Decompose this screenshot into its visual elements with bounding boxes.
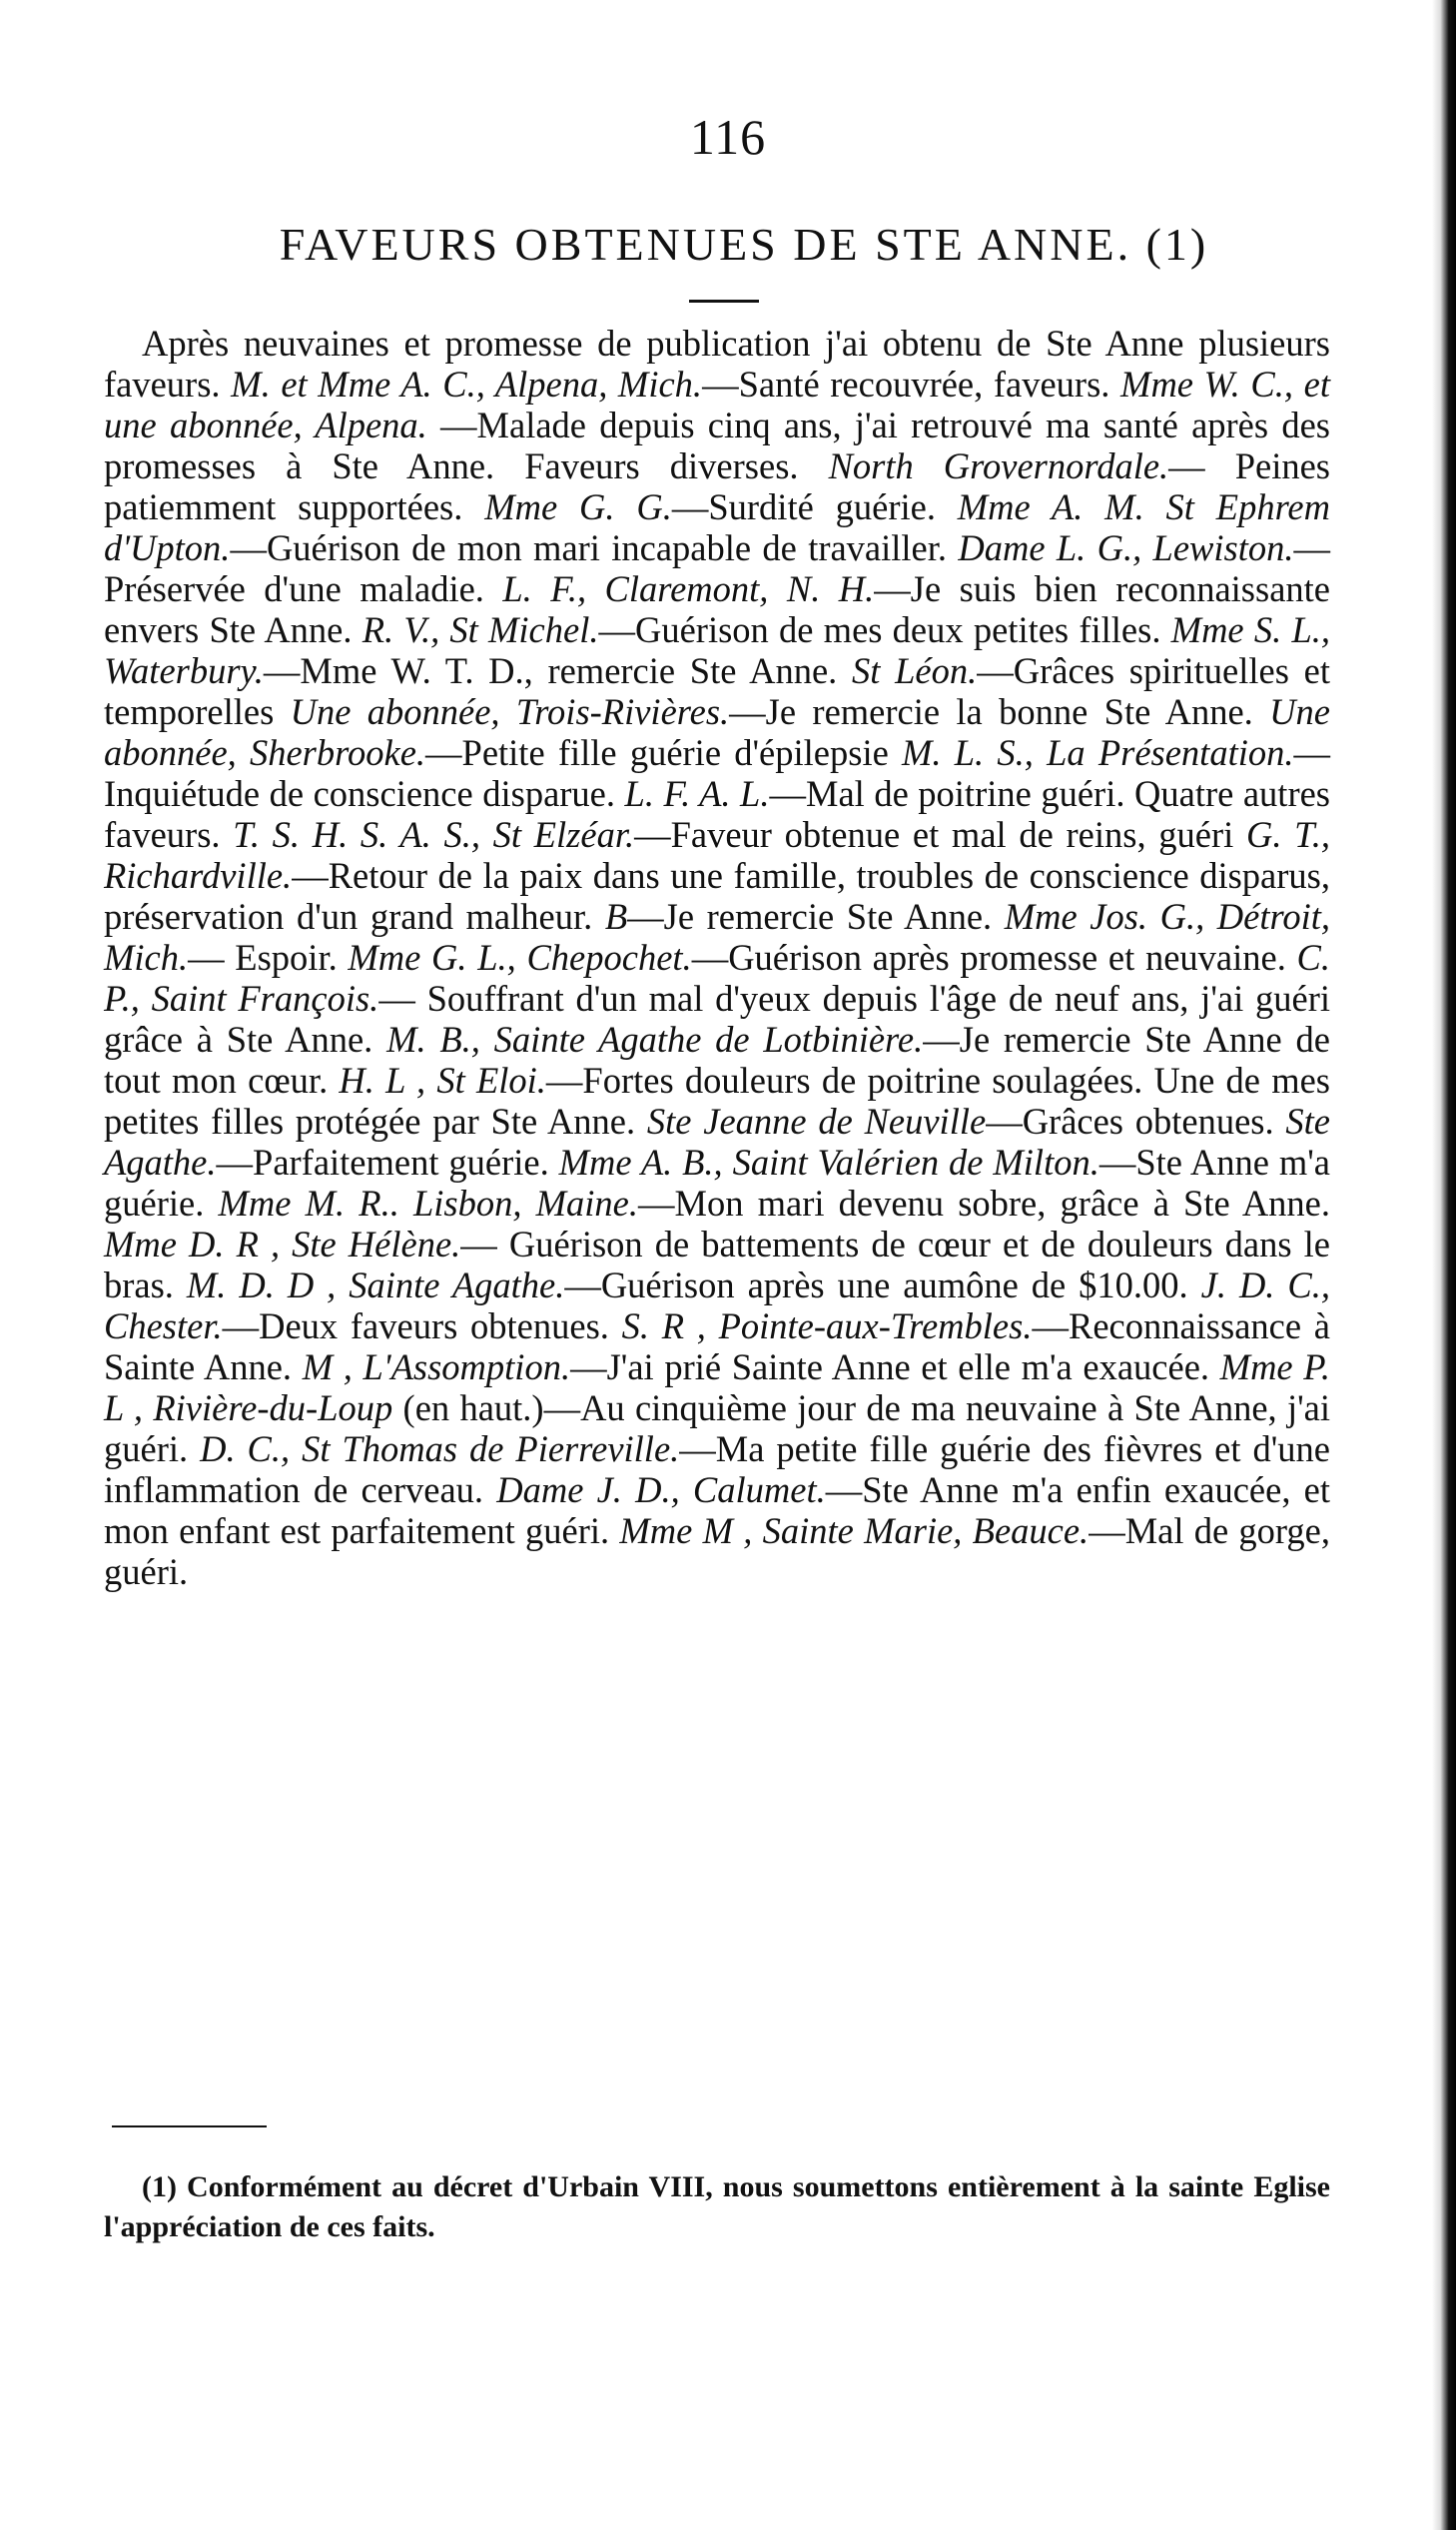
- testimonial-attribution: Mme Jos. G., Détroit, Mich.: [104, 896, 1331, 978]
- testimonial-attribution: L. F., Claremont, N. H.: [502, 568, 875, 609]
- testimonial-text: —Je remercie Ste Anne de tout mon cœur.: [104, 1019, 1330, 1101]
- testimonial-attribution: Dame J. D., Calumet.: [496, 1469, 826, 1510]
- testimonial-text: — Souffrant d'un mal d'yeux depuis l'âge de neuf ans, j'ai guéri grâce à Ste Anne.: [104, 978, 1330, 1060]
- testimonial-attribution: M. D. D , Sainte Agathe.: [186, 1265, 565, 1305]
- testimonial-attribution: J. D. C., Chester.: [104, 1265, 1330, 1346]
- testimonial-text: —Ste Anne m'a guérie.: [104, 1142, 1330, 1224]
- testimonial-attribution: Mme P. L , Rivière-du-Loup: [104, 1346, 1330, 1428]
- testimonial-attribution: Mme M , Sainte Marie, Beauce.: [619, 1510, 1090, 1551]
- testimonial-text: —Ste Anne m'a enfin exaucée, et mon enfant est parfaitement guéri.: [104, 1469, 1330, 1551]
- testimonial-attribution: Mme A. B., Saint Valérien de Milton.: [558, 1142, 1099, 1183]
- testimonial-attribution: Mme W. C., et une abonnée, Alpena.: [104, 364, 1330, 445]
- testimonial-text: —Reconnaissance à Sainte Anne.: [104, 1305, 1330, 1387]
- testimonial-text: — Espoir.: [188, 937, 349, 978]
- testimonial-attribution: C. P., Saint François.: [104, 937, 1330, 1019]
- testimonial-attribution: R. V., St Michel.: [362, 609, 599, 650]
- testimonial-attribution: M. L. S., La Présentation.: [902, 732, 1294, 773]
- testimonial-text: —Inquiétude de conscience disparue.: [104, 732, 1330, 814]
- testimonial-text: —Santé recouvrée, faveurs.: [702, 364, 1121, 405]
- testimonial-text: —Guérison après une aumône de $10.00.: [564, 1265, 1201, 1305]
- testimonial-text: —Mal de poitrine guéri. Quatre autres faveurs.: [104, 773, 1330, 855]
- testimonial-attribution: S. R , Pointe-aux-Trembles.: [621, 1305, 1033, 1346]
- testimonial-attribution: G. T., Richardville.: [104, 814, 1331, 896]
- testimonial-text: —Surdité guérie.: [671, 486, 958, 527]
- testimonial-text: —J'ai prié Sainte Anne et elle m'a exaucée.: [570, 1346, 1220, 1387]
- testimonial-text: —Mal de gorge, guéri.: [104, 1510, 1330, 1592]
- testimonial-attribution: Mme S. L., Waterbury.: [104, 609, 1330, 691]
- page-edge-shadow: [1432, 0, 1456, 2530]
- testimonial-attribution: B: [604, 896, 628, 937]
- testimonial-attribution: Mme G. L., Chepochet.: [348, 937, 692, 978]
- testimonial-text: —Préservée d'une maladie.: [104, 527, 1330, 609]
- testimonial-attribution: T. S. H. S. A. S., St Elzéar.: [233, 814, 635, 855]
- testimonial-attribution: M , L'Assomption.: [302, 1346, 571, 1387]
- testimonial-text: (en haut.)—Au cinquième jour de ma neuvaine à Ste Anne, j'ai guéri.: [104, 1387, 1330, 1469]
- testimonial-text: —Fortes douleurs de poitrine soulagées. Une de mes petites filles protégée par Ste Anne.: [104, 1060, 1331, 1142]
- page-title: FAVEURS OBTENUES DE STE ANNE. (1): [279, 219, 1209, 270]
- testimonial-attribution: H. L , St Eloi.: [339, 1060, 546, 1101]
- testimonial-text: Après neuvaines et promesse de publication j'ai obtenu de Ste Anne plusieurs faveurs.: [104, 323, 1330, 405]
- testimonial-text: —Ma petite fille guérie des fièvres et d'une inflammation de cerveau.: [104, 1428, 1331, 1510]
- testimonial-text: —Je suis bien reconnaissante envers Ste Anne.: [104, 568, 1330, 650]
- testimonial-attribution: Mme G. G.: [484, 486, 672, 527]
- testimonial-attribution: L. F. A. L.: [624, 773, 770, 814]
- title-divider: [689, 300, 759, 303]
- testimonial-text: —Guérison de mon mari incapable de travailler.: [230, 527, 959, 568]
- testimonial-attribution: D. C., St Thomas de Pierreville.: [200, 1428, 680, 1469]
- testimonial-attribution: Une abonnée, Trois-Rivières.: [290, 691, 730, 732]
- testimonial-attribution: M. B., Sainte Agathe de Lotbinière.: [386, 1019, 924, 1060]
- testimonial-text: —Guérison après promesse et neuvaine.: [691, 937, 1297, 978]
- testimonial-attribution: M. et Mme A. C., Alpena, Mich.: [231, 364, 703, 405]
- testimonial-text: —Parfaitement guérie.: [216, 1142, 559, 1183]
- testimonial-text: —Petite fille guérie d'épilepsie: [425, 732, 902, 773]
- testimonial-text: —Malade depuis cinq ans, j'ai retrouvé ma santé après des promesses à Ste Anne. Faveurs diverses.: [104, 405, 1330, 486]
- testimonial-attribution: Dame L. G., Lewiston.: [958, 527, 1294, 568]
- testimonial-text: — Peines patiemment supportées.: [104, 445, 1330, 527]
- testimonial-text: —Retour de la paix dans une famille, troubles de conscience disparus, préservation d'un grand malheur.: [104, 855, 1330, 937]
- testimonial-attribution: Mme D. R , Ste Hélène.: [104, 1224, 461, 1265]
- testimonial-text: —Mme W. T. D., remercie Ste Anne.: [263, 650, 853, 691]
- testimonial-text: —Grâces obtenues.: [986, 1101, 1286, 1142]
- testimonial-text: —Je remercie Ste Anne.: [627, 896, 1005, 937]
- testimonial-attribution: Une abonnée, Sherbrooke.: [104, 691, 1330, 773]
- testimonial-text: —Je remercie la bonne Ste Anne.: [729, 691, 1270, 732]
- page-number: 116: [689, 109, 767, 165]
- testimonial-text: —Deux faveurs obtenues.: [222, 1305, 622, 1346]
- footnote: (1) Conformément au décret d'Urbain VIII, nous soumettons entièrement à la sainte Eglise l'appréciation de ces faits.: [104, 2170, 1330, 2243]
- testimonial-text: —Grâces spirituelles et temporelles: [104, 650, 1330, 732]
- testimonial-attribution: Ste Agathe.: [104, 1101, 1330, 1183]
- testimonial-attribution: North Grovernordale.: [828, 445, 1169, 486]
- body-paragraph: [104, 323, 1330, 1592]
- testimonial-attribution: Ste Jeanne de Neuville: [646, 1101, 987, 1142]
- testimonial-attribution: Mme M. R.. Lisbon, Maine.: [218, 1183, 639, 1224]
- testimonial-attribution: St Léon.: [852, 650, 978, 691]
- testimonial-text: —Guérison de mes deux petites filles.: [598, 609, 1171, 650]
- testimonial-text: — Guérison de battements de cœur et de douleurs dans le bras.: [104, 1224, 1330, 1305]
- testimonial-attribution: Mme A. M. St Ephrem d'Upton.: [104, 486, 1330, 568]
- testimonial-text: —Mon mari devenu sobre, grâce à Ste Anne.: [638, 1183, 1330, 1224]
- testimonial-text: —Faveur obtenue et mal de reins, guéri: [634, 814, 1246, 855]
- footnote-divider: [112, 2125, 267, 2127]
